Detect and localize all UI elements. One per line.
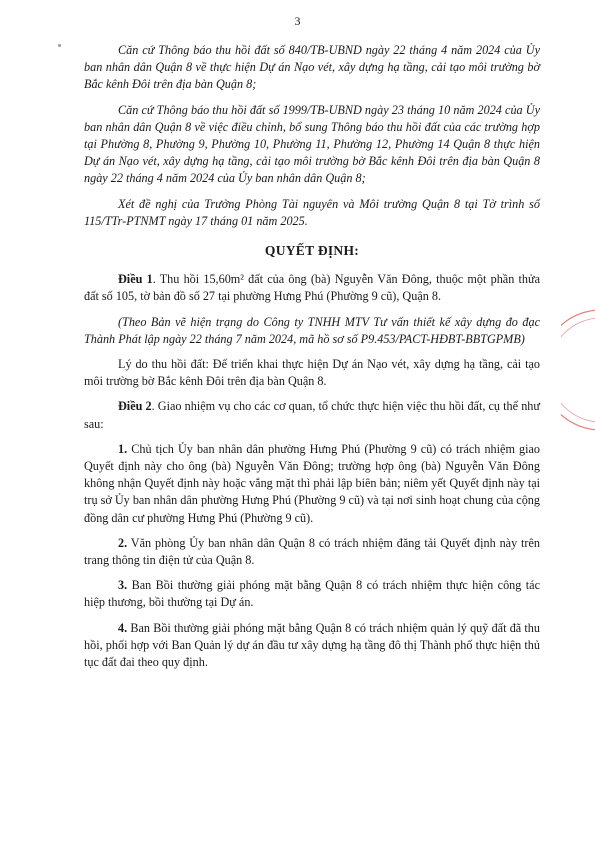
article-2-item-3 [84, 577, 540, 611]
scan-speck [58, 44, 61, 47]
item-number: 4. [118, 620, 128, 635]
item-text: Ban Bồi thường giải phóng mặt bằng Quận 8 có trách nhiệm quản lý quỹ đất đã thu hồi, phối hợp với Ban Quản lý dự án đầu tư xây dựng hạ tầng đô thị Thành phố thực hiện thủ tục đất đai theo quy định. [84, 620, 540, 670]
item-text: Văn phòng Ủy ban nhân dân Quận 8 có trách nhiệm đăng tải Quyết định này trên trang thông tin điện tử của Quận 8. [84, 535, 540, 568]
basis-paragraph-2: Căn cứ Thông báo thu hồi đất số 1999/TB-UBND ngày 23 tháng 10 năm 2024 của Ủy ban nhân dân Quận 8 về việc điều chỉnh, bổ sung Thông báo thu hồi đất của các trường hợp tại Phường 8, Phường 9, Phường 10, Phường 11, Phường 12, Phường 14 Quận 8 thực hiện Dự án Nạo vét, xây dựng hạ tầng, cải tạo môi trường bờ Bắc kênh Đôi trên địa bàn Quận 8 ngày 22 tháng 4 năm 2024 của Ủy ban nhân dân Quận 8; [84, 102, 540, 186]
article-2 [84, 398, 540, 432]
document-body [84, 42, 540, 679]
item-number: 3. [118, 578, 128, 593]
item-text: Chủ tịch Ủy ban nhân dân phường Hưng Phú (Phường 9 cũ) có trách nhiệm giao Quyết định này cho ông (bà) Nguyễn Văn Đông; trường hợp ông (bà) Nguyễn Văn Đông không nhận Quyết định này hoặc vắng mặt thì phải lập biên bản; niêm yết Quyết định này tại trụ sở Ủy ban nhân dân phường Hưng Phú (Phường 9 cũ) và tại nơi sinh hoạt chung của cộng đồng dân cư phường Hưng Phú (Phường 9 cũ). [84, 441, 540, 525]
article-2-item-1 [84, 441, 540, 527]
item-text: Ban Bồi thường giải phóng mặt bằng Quận 8 có trách nhiệm thực hiện công tác hiệp thương, bồi thường tại Dự án. [84, 578, 540, 610]
item-number: 1. [118, 441, 128, 456]
decision-heading: QUYẾT ĐỊNH: [264, 243, 360, 259]
article-1-reason: Lý do thu hồi đất: Để triển khai thực hiện Dự án Nạo vét, xây dựng hạ tầng, cải tạo môi trường bờ Bắc kênh Đôi trên địa bàn Quận 8. [84, 357, 540, 389]
article-2-item-2 [84, 535, 540, 569]
basis-paragraph-3: Xét đề nghị của Trưởng Phòng Tài nguyên và Môi trường Quận 8 tại Tờ trình số 115/TTr-PTNMT ngày 17 tháng 01 năm 2025. [84, 196, 540, 228]
basis-paragraph-1: Căn cứ Thông báo thu hồi đất số 840/TB-UBND ngày 22 tháng 4 năm 2024 của Ủy ban nhân dân Quận 8 về thực hiện Dự án Nạo vét, xây dựng hạ tầng, cải tạo môi trường bờ Bắc kênh Đôi trên địa bàn Quận 8; [84, 43, 540, 92]
article-1-text: . Thu hồi 15,60m² đất của ông (bà) Nguyễn Văn Đông, thuộc một phần thửa đất số 105, tờ bản đồ số 27 tại phường Hưng Phú (Phường 9 cũ), Quận 8. [84, 272, 541, 304]
page-number: 3 [294, 14, 301, 28]
article-2-text: . Giao nhiệm vụ cho các cơ quan, tổ chức thực hiện việc thu hồi đất, cụ thể như sau: [84, 399, 540, 431]
item-number: 2. [118, 535, 128, 550]
red-seal-stamp [561, 300, 595, 440]
article-1-label: Điều 1 [118, 272, 153, 287]
article-1-note: (Theo Bản vẽ hiện trạng do Công ty TNHH MTV Tư vấn thiết kế xây dựng đo đạc Thành Phát lập ngày 22 tháng 7 năm 2024, mã hồ sơ số P9.453/PACT-HĐBT-BBTGPMB) [84, 314, 540, 346]
article-2-item-4 [84, 620, 540, 672]
article-2-label: Điều 2 [118, 399, 152, 414]
article-1 [84, 271, 540, 305]
